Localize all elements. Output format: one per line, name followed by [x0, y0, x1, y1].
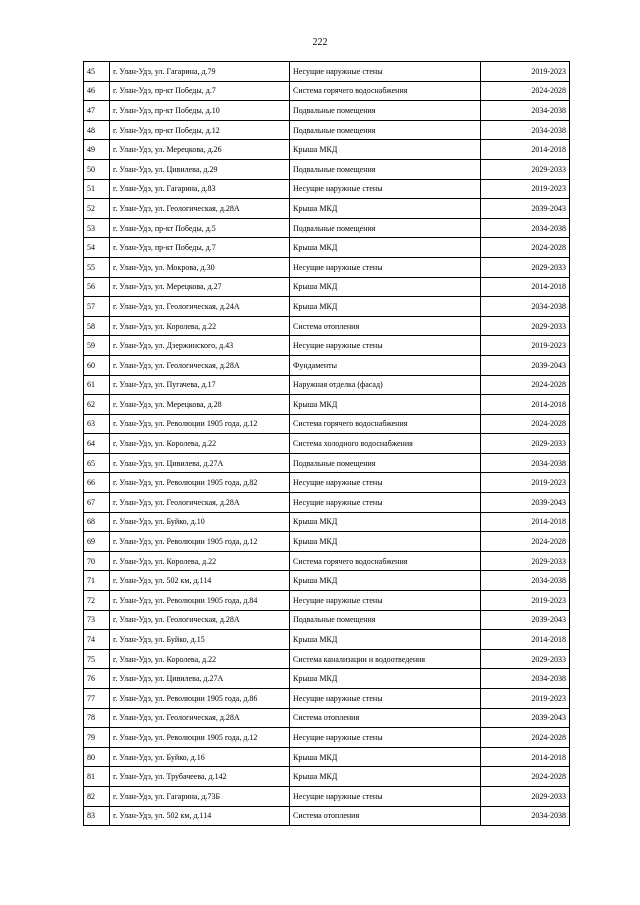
building-element-cell: Система горячего водоснабжения: [290, 81, 481, 101]
repair-period-cell: 2024-2028: [481, 375, 570, 395]
table-row: [84, 434, 570, 454]
repair-period-cell: 2034-2038: [481, 571, 570, 591]
address-cell: г. Улан-Удэ, ул. Дзержинского, д.43: [110, 336, 290, 356]
address-cell: г. Улан-Удэ, пр-кт Победы, д.7: [110, 81, 290, 101]
address-cell: г. Улан-Удэ, ул. Революции 1905 года, д.12: [110, 414, 290, 434]
table-row: [84, 571, 570, 591]
address-cell: г. Улан-Удэ, ул. Геологическая, д.28А: [110, 199, 290, 219]
row-number-cell: 70: [84, 551, 110, 571]
repair-period-cell: 2039-2043: [481, 610, 570, 630]
table-row: [84, 747, 570, 767]
building-element-cell: Несущие наружные стены: [290, 62, 481, 82]
row-number-cell: 46: [84, 81, 110, 101]
building-element-cell: Крыша МКД: [290, 669, 481, 689]
repair-period-cell: 2029-2033: [481, 649, 570, 669]
table-row: [84, 62, 570, 82]
building-element-cell: Крыша МКД: [290, 297, 481, 317]
repair-period-cell: 2039-2043: [481, 493, 570, 513]
table-row: [84, 179, 570, 199]
address-cell: г. Улан-Удэ, ул. Королева, д.22: [110, 551, 290, 571]
repair-period-cell: 2039-2043: [481, 355, 570, 375]
building-element-cell: Подвальные помещения: [290, 610, 481, 630]
row-number-cell: 76: [84, 669, 110, 689]
repair-period-cell: 2019-2023: [481, 179, 570, 199]
address-cell: г. Улан-Удэ, ул. Гагарина, д.83: [110, 179, 290, 199]
table-row: [84, 218, 570, 238]
row-number-cell: 48: [84, 120, 110, 140]
address-cell: г. Улан-Удэ, ул. Королева, д.22: [110, 316, 290, 336]
building-element-cell: Система отопления: [290, 316, 481, 336]
repair-period-cell: 2034-2038: [481, 806, 570, 826]
row-number-cell: 65: [84, 453, 110, 473]
building-element-cell: Крыша МКД: [290, 630, 481, 650]
repair-period-cell: 2024-2028: [481, 414, 570, 434]
table-row: [84, 375, 570, 395]
table-row: [84, 316, 570, 336]
repair-period-cell: 2024-2028: [481, 728, 570, 748]
table-row: [84, 669, 570, 689]
row-number-cell: 81: [84, 767, 110, 787]
address-cell: г. Улан-Удэ, ул. Геологическая, д.28А: [110, 610, 290, 630]
row-number-cell: 64: [84, 434, 110, 454]
building-element-cell: Несущие наружные стены: [290, 257, 481, 277]
address-cell: г. Улан-Удэ, ул. Геологическая, д.28А: [110, 708, 290, 728]
building-element-cell: Крыша МКД: [290, 571, 481, 591]
row-number-cell: 68: [84, 512, 110, 532]
table-row: [84, 767, 570, 787]
repair-period-cell: 2014-2018: [481, 747, 570, 767]
row-number-cell: 55: [84, 257, 110, 277]
address-cell: г. Улан-Удэ, ул. Революции 1905 года, д.82: [110, 473, 290, 493]
repair-period-cell: 2034-2038: [481, 453, 570, 473]
row-number-cell: 71: [84, 571, 110, 591]
table-row: [84, 159, 570, 179]
address-cell: г. Улан-Удэ, ул. Мерецкова, д.28: [110, 395, 290, 415]
address-cell: г. Улан-Удэ, ул. Геологическая, д.24А: [110, 297, 290, 317]
repair-period-cell: 2034-2038: [481, 297, 570, 317]
building-element-cell: Наружная отделка (фасад): [290, 375, 481, 395]
building-element-cell: Подвальные помещения: [290, 101, 481, 121]
repair-period-cell: 2034-2038: [481, 120, 570, 140]
table-row: [84, 728, 570, 748]
row-number-cell: 45: [84, 62, 110, 82]
repair-schedule-table: [83, 61, 570, 826]
building-element-cell: Система отопления: [290, 708, 481, 728]
building-element-cell: Подвальные помещения: [290, 453, 481, 473]
table-row: [84, 81, 570, 101]
table-row: [84, 140, 570, 160]
row-number-cell: 53: [84, 218, 110, 238]
repair-period-cell: 2014-2018: [481, 395, 570, 415]
row-number-cell: 56: [84, 277, 110, 297]
building-element-cell: Крыша МКД: [290, 199, 481, 219]
address-cell: г. Улан-Удэ, ул. Буйко, д.10: [110, 512, 290, 532]
building-element-cell: Система канализации и водоотведения: [290, 649, 481, 669]
repair-period-cell: 2014-2018: [481, 630, 570, 650]
row-number-cell: 51: [84, 179, 110, 199]
repair-period-cell: 2024-2028: [481, 238, 570, 258]
address-cell: г. Улан-Удэ, ул. 502 км, д.114: [110, 806, 290, 826]
row-number-cell: 62: [84, 395, 110, 415]
row-number-cell: 63: [84, 414, 110, 434]
building-element-cell: Подвальные помещения: [290, 218, 481, 238]
address-cell: г. Улан-Удэ, ул. Революции 1905 года, д.12: [110, 532, 290, 552]
row-number-cell: 78: [84, 708, 110, 728]
row-number-cell: 60: [84, 355, 110, 375]
table-row: [84, 493, 570, 513]
building-element-cell: Подвальные помещения: [290, 120, 481, 140]
repair-period-cell: 2019-2023: [481, 473, 570, 493]
repair-period-cell: 2039-2043: [481, 708, 570, 728]
repair-period-cell: 2019-2023: [481, 62, 570, 82]
building-element-cell: Несущие наружные стены: [290, 786, 481, 806]
table-row: [84, 473, 570, 493]
building-element-cell: Несущие наружные стены: [290, 473, 481, 493]
building-element-cell: Несущие наружные стены: [290, 728, 481, 748]
address-cell: г. Улан-Удэ, ул. Трубачеева, д.142: [110, 767, 290, 787]
building-element-cell: Несущие наружные стены: [290, 689, 481, 709]
row-number-cell: 50: [84, 159, 110, 179]
address-cell: г. Улан-Удэ, ул. 502 км, д.114: [110, 571, 290, 591]
repair-period-cell: 2034-2038: [481, 218, 570, 238]
row-number-cell: 54: [84, 238, 110, 258]
table-row: [84, 806, 570, 826]
table-body: [84, 62, 570, 826]
address-cell: г. Улан-Удэ, ул. Пугачева, д.17: [110, 375, 290, 395]
address-cell: г. Улан-Удэ, пр-кт Победы, д.12: [110, 120, 290, 140]
row-number-cell: 52: [84, 199, 110, 219]
address-cell: г. Улан-Удэ, ул. Королева, д.22: [110, 434, 290, 454]
address-cell: г. Улан-Удэ, ул. Мокрова, д.30: [110, 257, 290, 277]
repair-period-cell: 2029-2033: [481, 257, 570, 277]
address-cell: г. Улан-Удэ, пр-кт Победы, д.5: [110, 218, 290, 238]
table-row: [84, 297, 570, 317]
table-row: [84, 453, 570, 473]
row-number-cell: 77: [84, 689, 110, 709]
building-element-cell: Несущие наружные стены: [290, 336, 481, 356]
table-row: [84, 120, 570, 140]
address-cell: г. Улан-Удэ, ул. Буйко, д.16: [110, 747, 290, 767]
building-element-cell: Несущие наружные стены: [290, 179, 481, 199]
building-element-cell: Несущие наружные стены: [290, 493, 481, 513]
address-cell: г. Улан-Удэ, ул. Мерецкова, д.27: [110, 277, 290, 297]
building-element-cell: Система холодного водоснабжения: [290, 434, 481, 454]
row-number-cell: 57: [84, 297, 110, 317]
repair-period-cell: 2019-2023: [481, 591, 570, 611]
building-element-cell: Крыша МКД: [290, 747, 481, 767]
table-row: [84, 414, 570, 434]
address-cell: г. Улан-Удэ, ул. Гагарина, д.79: [110, 62, 290, 82]
address-cell: г. Улан-Удэ, ул. Революции 1905 года, д.86: [110, 689, 290, 709]
repair-period-cell: 2024-2028: [481, 532, 570, 552]
address-cell: г. Улан-Удэ, ул. Гагарина, д.73Б: [110, 786, 290, 806]
row-number-cell: 67: [84, 493, 110, 513]
row-number-cell: 74: [84, 630, 110, 650]
address-cell: г. Улан-Удэ, ул. Геологическая, д.28А: [110, 493, 290, 513]
repair-period-cell: 2014-2018: [481, 512, 570, 532]
table-row: [84, 277, 570, 297]
address-cell: г. Улан-Удэ, ул. Мерецкова, д.26: [110, 140, 290, 160]
repair-period-cell: 2014-2018: [481, 277, 570, 297]
repair-period-cell: 2029-2033: [481, 551, 570, 571]
address-cell: г. Улан-Удэ, пр-кт Победы, д.7: [110, 238, 290, 258]
row-number-cell: 79: [84, 728, 110, 748]
row-number-cell: 75: [84, 649, 110, 669]
repair-period-cell: 2029-2033: [481, 786, 570, 806]
address-cell: г. Улан-Удэ, ул. Революции 1905 года, д.12: [110, 728, 290, 748]
table-row: [84, 336, 570, 356]
building-element-cell: Крыша МКД: [290, 532, 481, 552]
table-row: [84, 199, 570, 219]
table-row: [84, 395, 570, 415]
row-number-cell: 82: [84, 786, 110, 806]
repair-period-cell: 2039-2043: [481, 199, 570, 219]
table-row: [84, 512, 570, 532]
repair-period-cell: 2029-2033: [481, 316, 570, 336]
row-number-cell: 47: [84, 101, 110, 121]
row-number-cell: 58: [84, 316, 110, 336]
row-number-cell: 49: [84, 140, 110, 160]
building-element-cell: Крыша МКД: [290, 395, 481, 415]
repair-period-cell: 2014-2018: [481, 140, 570, 160]
repair-period-cell: 2034-2038: [481, 101, 570, 121]
table-row: [84, 708, 570, 728]
address-cell: г. Улан-Удэ, ул. Цивилева, д.27А: [110, 453, 290, 473]
building-element-cell: Крыша МКД: [290, 140, 481, 160]
building-element-cell: Система горячего водоснабжения: [290, 414, 481, 434]
repair-period-cell: 2019-2023: [481, 336, 570, 356]
building-element-cell: Система горячего водоснабжения: [290, 551, 481, 571]
address-cell: г. Улан-Удэ, пр-кт Победы, д.10: [110, 101, 290, 121]
table-row: [84, 355, 570, 375]
building-element-cell: Фундаменты: [290, 355, 481, 375]
table-row: [84, 257, 570, 277]
building-element-cell: Крыша МКД: [290, 238, 481, 258]
repair-period-cell: 2024-2028: [481, 81, 570, 101]
repair-period-cell: 2019-2023: [481, 689, 570, 709]
row-number-cell: 73: [84, 610, 110, 630]
repair-period-cell: 2034-2038: [481, 669, 570, 689]
row-number-cell: 72: [84, 591, 110, 611]
building-element-cell: Подвальные помещения: [290, 159, 481, 179]
row-number-cell: 66: [84, 473, 110, 493]
table-row: [84, 689, 570, 709]
building-element-cell: Крыша МКД: [290, 512, 481, 532]
address-cell: г. Улан-Удэ, ул. Геологическая, д.28А: [110, 355, 290, 375]
row-number-cell: 69: [84, 532, 110, 552]
repair-period-cell: 2024-2028: [481, 767, 570, 787]
building-element-cell: Крыша МКД: [290, 767, 481, 787]
repair-period-cell: 2029-2033: [481, 159, 570, 179]
table-row: [84, 630, 570, 650]
address-cell: г. Улан-Удэ, ул. Буйко, д.15: [110, 630, 290, 650]
row-number-cell: 83: [84, 806, 110, 826]
address-cell: г. Улан-Удэ, ул. Цивилева, д.27А: [110, 669, 290, 689]
address-cell: г. Улан-Удэ, ул. Революции 1905 года, д.84: [110, 591, 290, 611]
row-number-cell: 80: [84, 747, 110, 767]
address-cell: г. Улан-Удэ, ул. Королева, д.22: [110, 649, 290, 669]
address-cell: г. Улан-Удэ, ул. Цивилева, д.29: [110, 159, 290, 179]
row-number-cell: 59: [84, 336, 110, 356]
table-row: [84, 786, 570, 806]
building-element-cell: Система отопления: [290, 806, 481, 826]
table-row: [84, 101, 570, 121]
table-row: [84, 591, 570, 611]
page-number: 222: [312, 37, 328, 48]
table-row: [84, 649, 570, 669]
table-row: [84, 551, 570, 571]
building-element-cell: Несущие наружные стены: [290, 591, 481, 611]
repair-period-cell: 2029-2033: [481, 434, 570, 454]
table-row: [84, 238, 570, 258]
table-row: [84, 532, 570, 552]
row-number-cell: 61: [84, 375, 110, 395]
table-row: [84, 610, 570, 630]
building-element-cell: Крыша МКД: [290, 277, 481, 297]
